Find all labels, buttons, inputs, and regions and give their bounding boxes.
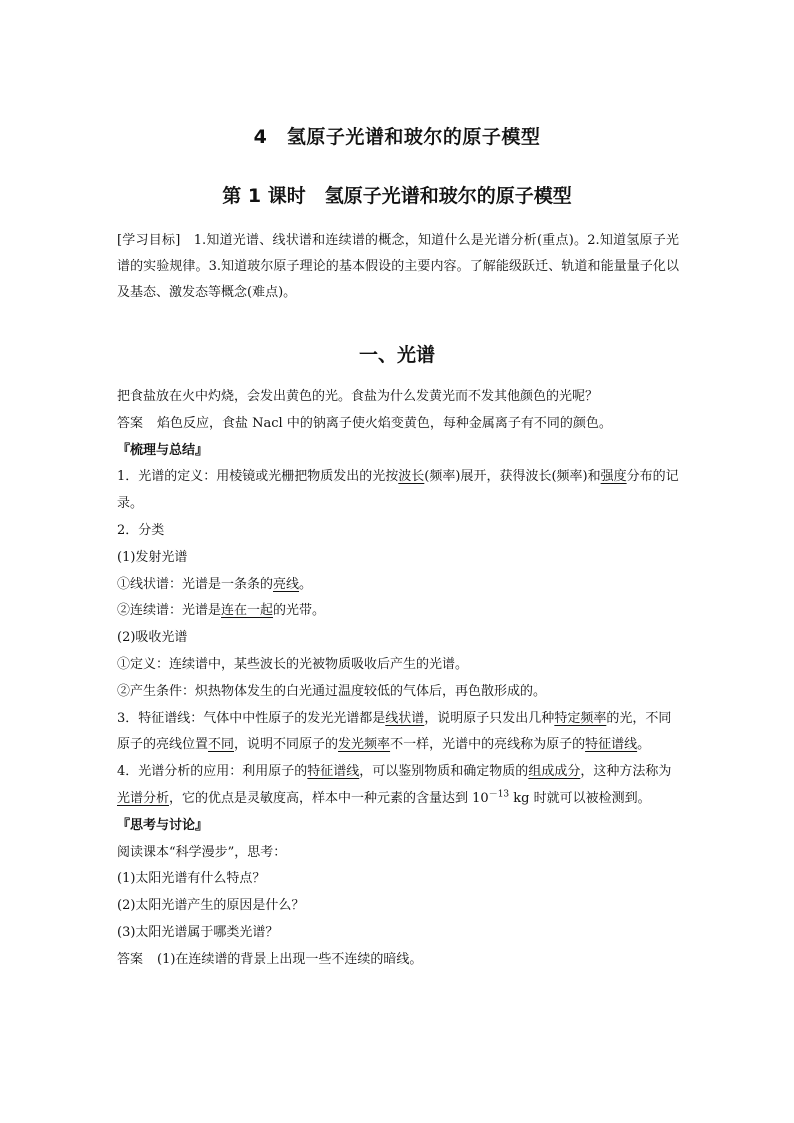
section-body — [117, 384, 679, 974]
item-4-underline-2: 组成成分 — [528, 764, 581, 780]
lesson-subtitle: 第 1 课时 氢原子光谱和玻尔的原子模型 — [222, 185, 572, 207]
item-2-1a-text-a: ①线状谱：光谱是一条条的 — [117, 576, 274, 592]
item-2-1a-underline: 亮线 — [273, 576, 300, 592]
item-3-text-e: 不一样，光谱中的亮线称为原子的 — [390, 737, 586, 753]
objectives-text: 1.知道光谱、线状谱和连续谱的概念，知道什么是光谱分析(重点)。2.知道氢原子光谱的实验规律。3.知道玻尔原子理论的基本假设的主要内容。了解能级跃迁、轨道和能量量子化以及基态、激发态等概念(难点)。 — [117, 233, 679, 300]
item-2-1b-text-a: ②连续谱：光谱是 — [117, 603, 222, 619]
item-4-underline-3: 光谱分析 — [117, 790, 170, 806]
item-2-2: (2)吸收光谱 — [117, 630, 188, 646]
item-1 — [117, 464, 679, 518]
objectives-label: [学习目标] — [117, 233, 181, 248]
item-3-underline-5: 特征谱线 — [585, 737, 638, 753]
item-4-underline-1: 特征谱线 — [307, 764, 360, 780]
item-2-1: (1)发射光谱 — [117, 549, 188, 565]
item-3-text-a: 3．特征谱线：气体中中性原子的发光光谱都是 — [117, 710, 386, 726]
item-4-text-d: ，它的优点是灵敏度高，样本中一种元素的含量达到 10 — [169, 790, 489, 806]
item-3-underline-3: 不同 — [208, 737, 235, 753]
summary-heading: 『梳理与总结』 — [117, 442, 209, 458]
item-2-2a: ①定义：连续谱中，某些波长的光被物质吸收后产生的光谱。 — [117, 656, 469, 672]
section-heading-spectrum: 一、光谱 — [358, 344, 435, 366]
item-4-exponent: －13 — [488, 789, 510, 800]
discussion-answer-label: 答案 — [117, 951, 144, 967]
discussion-intro: 阅读课本“科学漫步”，思考： — [117, 844, 287, 860]
discussion-question-3: (3)太阳光谱属于哪类光谱？ — [117, 924, 279, 940]
item-1-text-b: (频率)展开，获得波长(频率)和 — [424, 469, 601, 485]
item-1-underline-1: 波长 — [398, 469, 425, 485]
discussion-answer — [117, 947, 679, 974]
lesson-title: 4 氢原子光谱和玻尔的原子模型 — [253, 126, 541, 148]
item-3-text-d: ，说明不同原子的 — [234, 737, 339, 753]
item-3-underline-1: 线状谱 — [385, 710, 425, 726]
item-2-1b — [117, 598, 679, 625]
discussion-heading: 『思考与讨论』 — [117, 817, 209, 833]
item-2-1b-text-c: 的光带。 — [273, 603, 326, 619]
item-3-underline-2: 特定频率 — [554, 710, 607, 726]
item-4-text-c: ，这种方法称为 — [580, 764, 672, 780]
item-3-text-c: 的光，不同原子的亮线位置 — [117, 710, 672, 753]
item-2-1a — [117, 572, 679, 599]
item-2-1a-text-c: 。 — [299, 576, 313, 592]
item-3-text-f: 。 — [637, 737, 651, 753]
item-3-text-b: ，说明原子只发出几种 — [424, 710, 555, 726]
item-1-text-c: 分布的记录。 — [117, 469, 679, 512]
item-2: 2．分类 — [117, 522, 165, 538]
answer-paragraph — [117, 411, 679, 438]
item-2-1b-underline: 连在一起 — [221, 603, 274, 619]
item-4-text-e: kg 时就可以被检测到。 — [509, 790, 651, 806]
discussion-answer-text: (1)在连续谱的背景上出现一些不连续的暗线。 — [157, 951, 423, 967]
discussion-question-1: (1)太阳光谱有什么特点？ — [117, 871, 266, 887]
answer-text: 焰色反应，食盐 Nacl 中的钠离子使火焰变黄色，每种金属离子有不同的颜色。 — [157, 415, 612, 431]
item-4-text-b: ，可以鉴别物质和确定物质的 — [359, 764, 529, 780]
learning-objectives — [117, 228, 679, 306]
item-4 — [117, 759, 679, 813]
item-3 — [117, 706, 679, 760]
item-4-text-a: 4．光谱分析的应用：利用原子的 — [117, 764, 308, 780]
intro-question: 把食盐放在火中灼烧，会发出黄色的光。食盐为什么发黄光而不发其他颜色的光呢？ — [117, 389, 599, 404]
item-1-underline-2: 强度 — [600, 469, 627, 485]
item-2-2b: ②产生条件：炽热物体发生的白光通过温度较低的气体后，再色散形成的。 — [117, 683, 547, 699]
item-3-underline-4: 发光频率 — [338, 737, 391, 753]
discussion-question-2: (2)太阳光谱产生的原因是什么？ — [117, 898, 305, 914]
item-1-text-a: 1．光谱的定义：用棱镜或光栅把物质发出的光按 — [117, 469, 399, 485]
answer-label: 答案 — [117, 415, 144, 431]
